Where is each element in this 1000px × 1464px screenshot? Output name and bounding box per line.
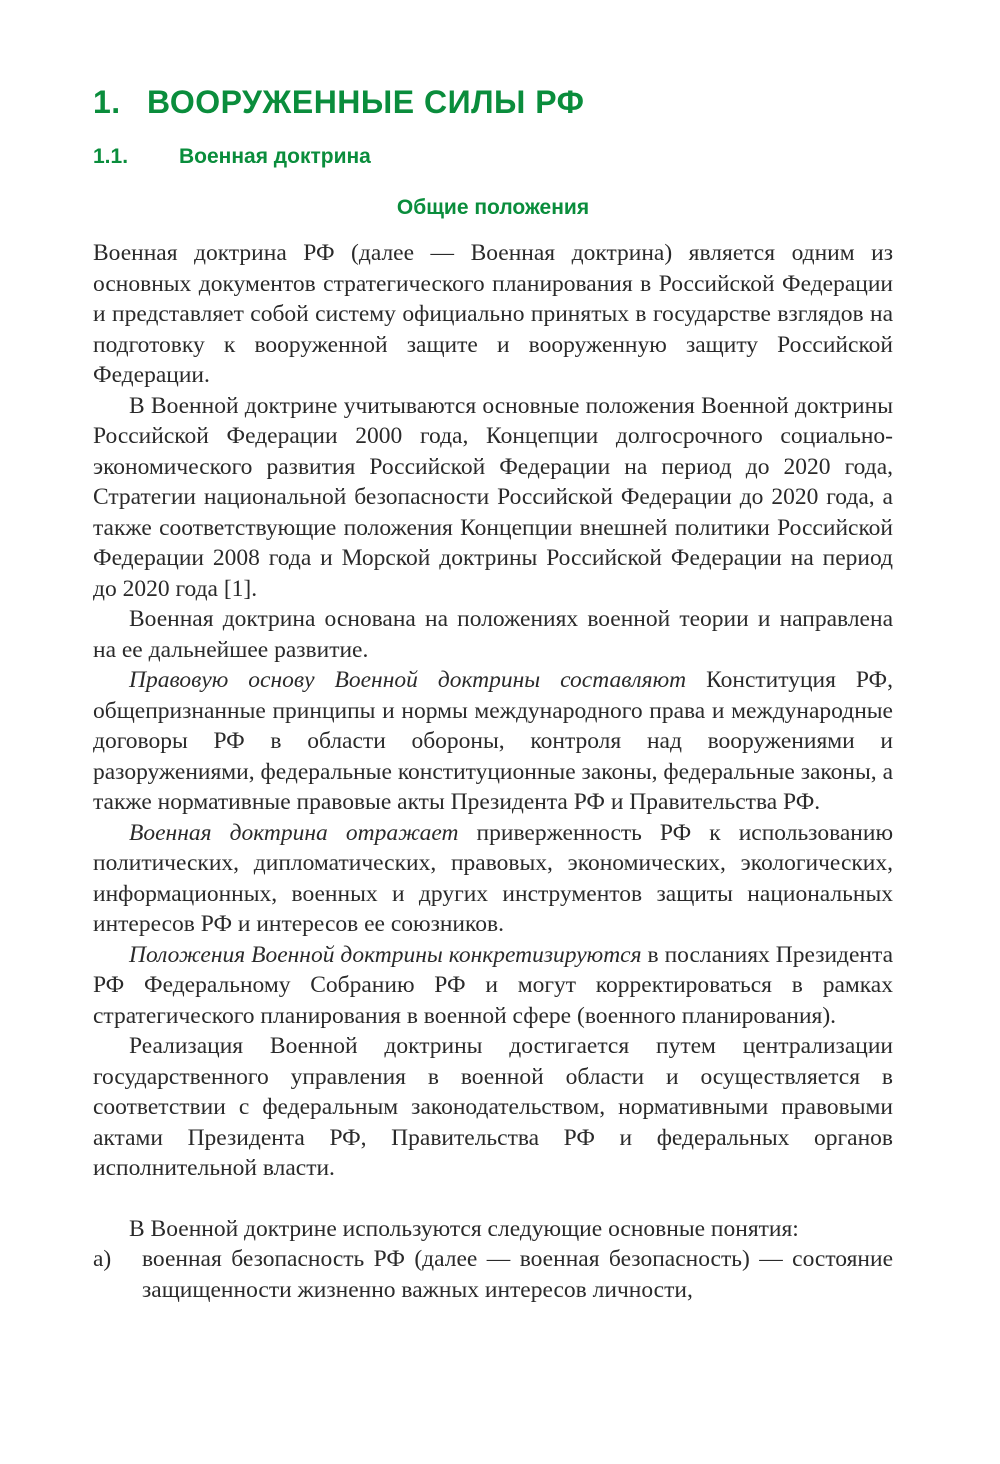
body-text: [93, 238, 893, 1305]
paragraph-3: Военная доктрина основана на положениях военной теории и направлена на ее дальнейшее развитие.: [93, 606, 893, 663]
paragraph-4-emphasis: Правовую основу Военной доктрины составляют: [129, 667, 687, 693]
list-item-text: военная безопасность РФ (далее — военная безопасность) — состояние защищенности жизненно важных интересов личности,: [142, 1246, 893, 1303]
list-marker: а): [93, 1246, 112, 1272]
paragraph-5-text: приверженность РФ к использованию политических, дипломатических, правовых, экономических, экологических, информационных, военных и других инструментов защиты национальных интересов РФ и интересов ее союзников.: [93, 819, 893, 937]
subsection-heading: Общие положения: [396, 196, 590, 219]
paragraph-5-emphasis: Военная доктрина отражает: [129, 819, 459, 846]
paragraph-8: В Военной доктрине используются следующие основные понятия:: [129, 1215, 799, 1242]
definitions-list: [93, 1244, 893, 1305]
paragraph-2: В Военной доктрине учитываются основные положения Военной доктрины Российской Федерации 2000 года, Концепции долгосрочного социально-экономического развития Российской Федерации на период до 2020 года, Стратегии национальной безопасности Российской Федерации до 2020 года, а также соответствующие положения Концепции внешней политики Российской Федерации 2008 года и Морской доктрины Российской Федерации на период до 2020 года [1].: [93, 392, 893, 602]
chapter-heading: [93, 82, 584, 122]
paragraph-5: [93, 818, 893, 940]
paragraph-7: Реализация Военной доктрины достигается путем централизации государственного управления в военной области и осуществляется в соответствии с федеральным законодательством, нормативными правовыми актами Президента РФ, Правительства РФ и федеральных органов исполнительной власти.: [93, 1033, 893, 1181]
paragraph-4-text: Конституция РФ, общепризнанные принципы и нормы международного права и международные договоры РФ в области обороны, контроля над вооружениями и разоружениями, федеральные конституционные законы, федеральные законы, а также нормативные правовые акты Президента РФ и Правительства РФ.: [93, 667, 893, 815]
paragraph-6-emphasis: Положения Военной доктрины конкретизируются: [129, 941, 642, 968]
paragraph-1: Военная доктрина РФ (далее — Военная доктрина) является одним из основных документов стратегического планирования в Российской Федерации и представляет собой систему официально принятых в государстве взглядов на подготовку к вооруженной защите и вооруженную защиту Российской Федерации.: [93, 240, 893, 388]
section-title: Военная доктрина: [179, 145, 371, 168]
chapter-title: ВООРУЖЕННЫЕ СИЛЫ РФ: [147, 84, 585, 120]
list-item: [93, 1244, 893, 1305]
paragraph-6-text: в посланиях Президента РФ Федеральному Собранию РФ и могут корректироваться в рамках стратегического планирования в военной сфере (военного планирования).: [93, 941, 893, 1029]
chapter-number: 1.: [93, 84, 121, 120]
section-number: 1.1.: [93, 145, 129, 168]
section-heading: [93, 143, 371, 171]
paragraph-6: [93, 940, 893, 1032]
paragraph-4: [93, 665, 893, 818]
